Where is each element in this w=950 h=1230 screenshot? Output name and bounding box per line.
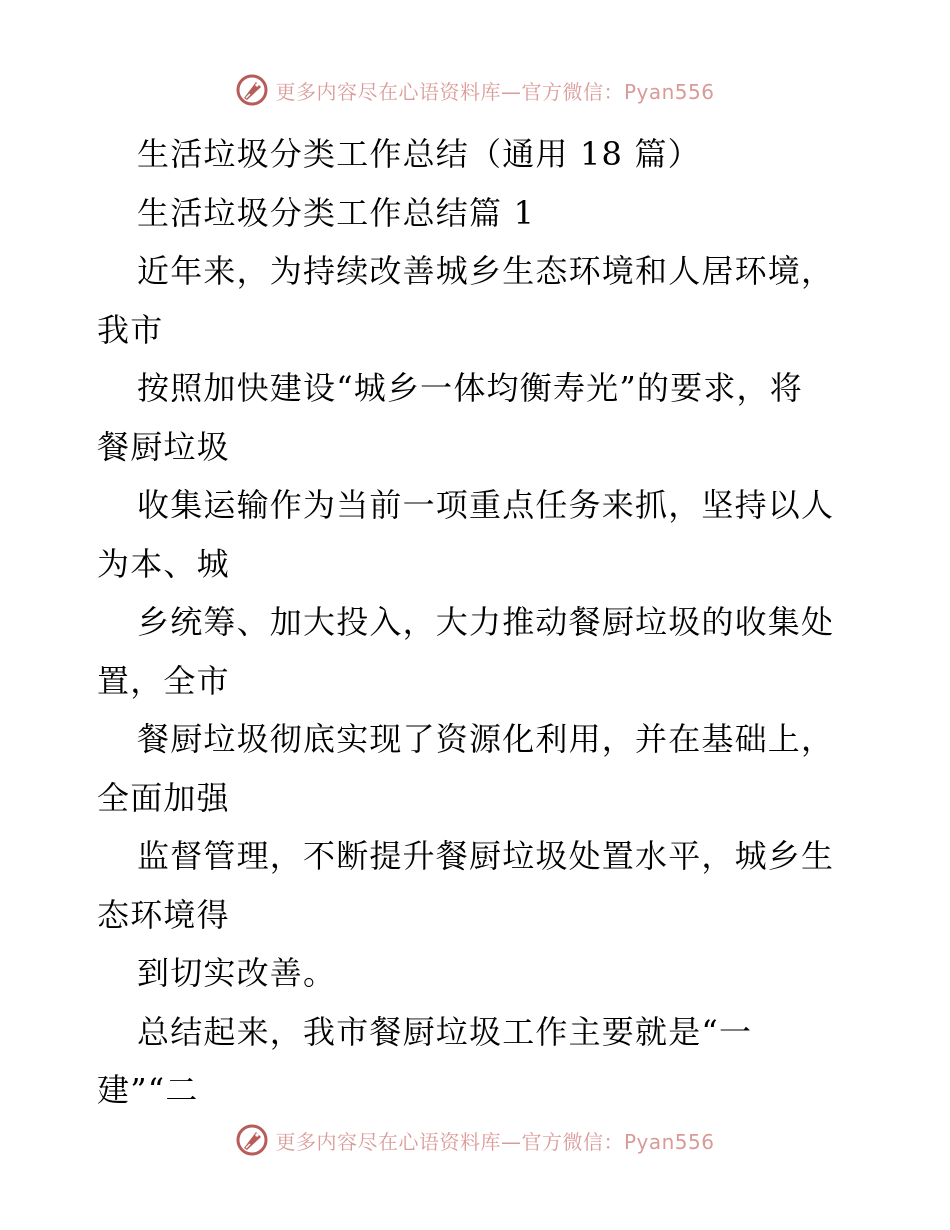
text-line: 我市 <box>97 310 164 349</box>
text-line: 总结起来，我市餐厨垃圾工作主要就是“一 <box>137 1012 753 1051</box>
document-body <box>97 125 857 1120</box>
text-line: 态环境得 <box>97 895 230 934</box>
text-line: 餐厨垃圾彻底实现了资源化利用，并在基础上， <box>137 720 835 758</box>
pen-nib-logo-icon <box>235 1123 269 1157</box>
text-line: 近年来，为持续改善城乡生态环境和人居环境， <box>137 252 835 290</box>
watermark-text: 更多内容尽在心语资料库—官方微信：Pyan556 <box>275 79 715 104</box>
text-line: 乡统筹、加大投入，大力推动餐厨垃圾的收集处 <box>137 603 835 641</box>
watermark-text: 更多内容尽在心语资料库—官方微信：Pyan556 <box>275 1129 715 1154</box>
pen-nib-logo-icon <box>235 73 269 107</box>
text-line: 监督管理，不断提升餐厨垃圾处置水平，城乡生 <box>137 837 835 875</box>
text-line: 全面加强 <box>97 778 230 817</box>
text-line: 生活垃圾分类工作总结（通用 18 篇） <box>137 135 701 173</box>
text-line: 置，全市 <box>97 661 230 700</box>
footer-watermark <box>0 1120 950 1160</box>
text-line: 餐厨垃圾 <box>97 427 230 466</box>
text-line: 生活垃圾分类工作总结篇 1 <box>137 193 536 232</box>
text-line: 按照加快建设“城乡一体均衡寿光”的要求，将 <box>137 369 803 407</box>
text-line: 建”“二 <box>97 1071 199 1109</box>
text-line: 收集运输作为当前一项重点任务来抓，坚持以人 <box>137 486 835 524</box>
text-line: 到切实改善。 <box>137 954 337 992</box>
text-line: 为本、城 <box>97 544 230 583</box>
header-watermark <box>0 70 950 110</box>
